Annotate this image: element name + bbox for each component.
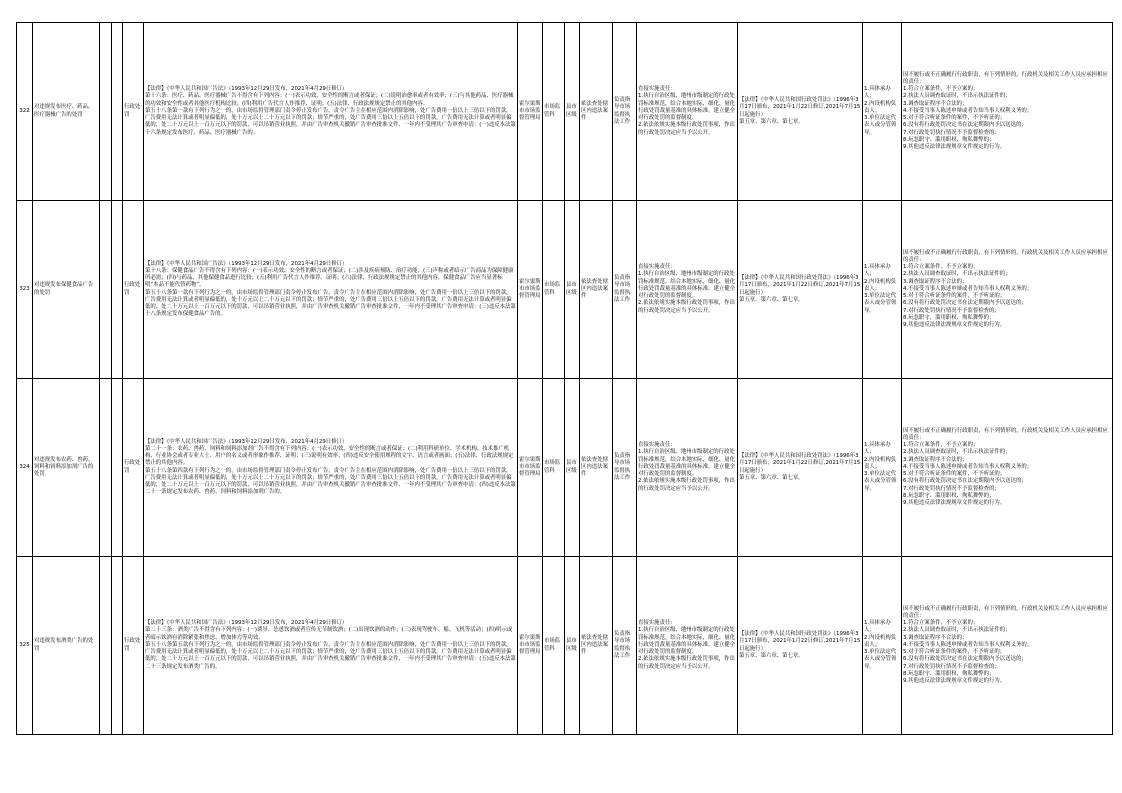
responsibility-line: 2.依法依规实施本级行政处罚事项，作出的行政处罚决定应当予以公开。: [638, 478, 735, 492]
item-number: 325: [17, 557, 33, 735]
duty-line: 5.对于符合听证条件的案件，不予听证的；: [903, 649, 1006, 656]
basis-line: 第十六条：医疗、药品、医疗器械广告不得含有下列内容：(一)表示功效、安全性的断言或者保证；(二)说明治愈率或者有效率；(三)与其他药品、医疗器械的功效和安全性或者其他医疗机构比较；(四)利用广告代言人作推荐、证明；(五)法律、行政法规规定禁止的其他内容。: [145, 93, 514, 107]
duty-line: 2.执法人员调查取证时，不出示执法证件的；: [903, 271, 1011, 278]
duty-line: 2.执法人员调查取证时，不出示执法证件的；: [903, 93, 1011, 100]
duty-line: 1.符合立案条件，不予立案的；: [903, 86, 979, 93]
implementer-code: [112, 201, 123, 379]
duty-line: 因不履行或不正确履行行政职责，有下列情形的，行政机关及相关工作人员应承担相应的责任：: [903, 71, 1108, 86]
sub-item: [100, 201, 112, 379]
duty-line: 3.调查取证程序不合法的；: [903, 634, 968, 641]
enforcement-scope: 依法查处辖区内违法案件: [580, 557, 613, 735]
administrative-level: 县市区级: [565, 379, 580, 557]
duty-line: 3.调查取证程序不合法的；: [903, 278, 968, 285]
implementing-agency: 霍尔果斯市市场监督管理局: [518, 379, 543, 557]
implementing-agency: 霍尔果斯市市场监督管理局: [518, 23, 543, 201]
duty-line: 6.没有将行政处罚决定书在法定期限内予以送达的；: [903, 478, 1027, 485]
duty-line: 6.没有将行政处罚决定书在法定期限内予以送达的；: [903, 122, 1027, 129]
duty-line: 8.玩忽职守、滥用职权、徇私舞弊的；: [903, 492, 995, 499]
basis-line: 第十八条：保健食品广告不得含有下列内容：(一)表示功效、安全性的断言或者保证；(二)涉及疾病预防、治疗功能；(三)声称或者暗示广告商品为保障健康所必需；(四)与药品、其他保健食品进行比较；(五)利用广告代言人作推荐、证明；(六)法律、行政法规规定禁止的其他内容。保健食品广告应当显著标明“本品不能代替药物”。: [145, 267, 514, 289]
accountable-line: 1.具体承办人；: [864, 442, 891, 456]
enforcement-scope: 依法查处辖区内违法案件: [580, 201, 613, 379]
accountable-persons: [863, 379, 902, 557]
responsible-department: 市场监管科: [543, 557, 565, 735]
law-line: 第五章、第六章、第七章。: [739, 118, 804, 125]
responsibility-items: [637, 23, 738, 201]
implementing-agency: 霍尔果斯市市场监督管理局: [518, 557, 543, 735]
accountable-line: 3.单位法定代表人或分管领导。: [864, 293, 897, 314]
responsibility-line: 直接实施责任：: [638, 264, 676, 271]
responsibility-line: 1.执行自治区级、地州市级制定的行政处罚标准规范，结合本地实际，细化、量化行政处罚裁量基准的具体标准。建立健全对行政处罚的监督制度。: [638, 449, 736, 478]
accountable-line: 2.内设机构负责人；: [864, 100, 897, 114]
item-number: 322: [17, 23, 33, 201]
accountability-basis: [738, 379, 863, 557]
item-name: 对违规发布酒类广告的处罚: [33, 557, 100, 735]
responsible-unit-duty: 负责指导市场监督执法工作: [613, 557, 637, 735]
sub-item: [100, 23, 112, 201]
responsibility-line: 1.执行自治区级、地州市级制定的行政处罚标准规范，结合本地实际，细化、量化行政处罚裁量基准的具体标准。建立健全对行政处罚的监督制度。: [638, 93, 736, 122]
responsibility-line: 1.执行自治区级、地州市级制定的行政处罚标准规范，结合本地实际，细化、量化行政处罚裁量基准的具体标准。建立健全对行政处罚的监督制度。: [638, 627, 736, 656]
duty-line: 9.其他违反法律法规规章文件规定的行为。: [903, 499, 1006, 506]
sub-item: [100, 557, 112, 735]
accountability-cases: [902, 557, 1113, 735]
legal-basis: [144, 379, 518, 557]
basis-line: 【法律】《中华人民共和国广告法》（1993年12月29日发布，2021年4月29日修订）: [145, 438, 348, 445]
basis-line: 【法律】《中华人民共和国广告法》（1993年12月29日发布，2021年4月29日修订）: [145, 620, 348, 627]
duty-line: 8.玩忽职守、滥用职权、徇私舞弊的；: [903, 136, 995, 143]
table-row: [17, 379, 1113, 557]
basis-line: 【法律】《中华人民共和国广告法》（1993年12月29日发布，2021年4月29日修订）: [145, 86, 348, 93]
responsibility-list-table: [16, 22, 1113, 735]
power-category: 行政处罚: [123, 557, 144, 735]
accountability-cases: [902, 201, 1113, 379]
responsible-department: 市场监管科: [543, 201, 565, 379]
power-category: 行政处罚: [123, 201, 144, 379]
administrative-level: 县市区级: [565, 23, 580, 201]
accountable-line: 3.单位法定代表人或分管领导。: [864, 649, 897, 670]
item-number: 324: [17, 379, 33, 557]
duty-line: 8.玩忽职守、滥用职权、徇私舞弊的；: [903, 670, 995, 677]
responsibility-line: 直接实施责任：: [638, 620, 676, 627]
law-line: 【法律】《中华人民共和国行政处罚法》（1996年3月17日颁布，2021年1月22日修订,2021年7月15日起施行）: [739, 453, 861, 474]
responsible-department: 市场监管科: [543, 379, 565, 557]
basis-line: 第五十八条第一款有下列行为之一的，由市场监督管理部门责令停止发布广告，责令广告主在相应范围内消除影响，处广告费用一倍以上三倍以下的罚款，广告费用无法计算或者明显偏低的，处十万元以上二十万元以下的罚款；情节严重的，处广告费用三倍以上五倍以下的罚款，广告费用无法计算或者明显偏低的，处二十万元以上一百万元以下的罚款，可以吊销营业执照，并由广告审查机关撤销广告审查批准文件、一年内不受理其广告审查申请：(一)违反本法第十六条规定发布医疗、药品、医疗器械广告的。: [145, 107, 516, 136]
responsibility-line: 1.执行自治区级、地州市级制定的行政处罚标准规范，结合本地实际，细化、量化行政处罚裁量基准的具体标准。建立健全对行政处罚的监督制度。: [638, 271, 736, 300]
table-row: [17, 557, 1113, 735]
basis-line: 第五十八条第一款有下列行为之一的，由市场监督管理部门责令停止发布广告，责令广告主在相应范围内消除影响，处广告费用一倍以上三倍以下的罚款，广告费用无法计算或者明显偏低的，处十万元以上二十万元以下的罚款；情节严重的，处广告费用三倍以上五倍以下的罚款，广告费用无法计算或者明显偏低的，处二十万元以上一百万元以下的罚款，可以吊销营业执照，并由广告审查机关撤销广告审查批准文件、一年内不受理其广告审查申请：(三)违反本法第十八条规定发布保健食品广告的。: [145, 289, 516, 318]
responsibility-items: [637, 201, 738, 379]
enforcement-scope: 依法查处辖区内违法案件: [580, 379, 613, 557]
accountable-line: 3.单位法定代表人或分管领导。: [864, 115, 897, 136]
duty-line: 1.符合立案条件，不予立案的；: [903, 442, 979, 449]
implementer-code: [112, 557, 123, 735]
duty-line: 4.不接受当事人陈述申辩或者告知当事人权利义务的；: [903, 107, 1033, 114]
basis-line: 【法律】《中华人民共和国广告法》（1993年12月29日发布，2021年4月29日修订）: [145, 260, 348, 267]
duty-line: 8.玩忽职守、滥用职权、徇私舞弊的；: [903, 314, 995, 321]
responsibility-line: 2.依法依规实施本级行政处罚事项，作出的行政处罚决定应当予以公开。: [638, 656, 735, 670]
duty-line: 因不履行或不正确履行行政职责，有下列情形的，行政机关及相关工作人员应承担相应的责任：: [903, 427, 1108, 442]
duty-line: 1.符合立案条件，不予立案的；: [903, 264, 979, 271]
power-category: 行政处罚: [123, 23, 144, 201]
responsibility-line: 直接实施责任：: [638, 442, 676, 449]
accountable-line: 2.内设机构负责人；: [864, 278, 897, 292]
accountable-line: 1.具体承办人；: [864, 264, 891, 278]
duty-line: 因不履行或不正确履行行政职责，有下列情形的，行政机关及相关工作人员应承担相应的责任：: [903, 605, 1108, 620]
duty-line: 3.调查取证程序不合法的；: [903, 456, 968, 463]
duty-line: 6.没有将行政处罚决定书在法定期限内予以送达的；: [903, 656, 1027, 663]
duty-line: 5.对于符合听证条件的案件，不予听证的；: [903, 115, 1006, 122]
duty-line: 5.对于符合听证条件的案件，不予听证的；: [903, 293, 1006, 300]
basis-line: 第二十三条：酒类广告不得含有下列内容：(一)诱导、怂恿饮酒或者宣传无节制饮酒；(二)出现饮酒的动作；(三)表现驾驶车、船、飞机等活动；(四)明示或者暗示饮酒有消除紧张和焦虑、增加体力等功效。: [145, 627, 513, 641]
responsibility-line: 2.依法依规实施本级行政处罚事项，作出的行政处罚决定应当予以公开。: [638, 122, 735, 136]
accountable-line: 3.单位法定代表人或分管领导。: [864, 471, 897, 492]
duty-line: 2.执法人员调查取证时，不出示执法证件的；: [903, 627, 1011, 634]
power-category: 行政处罚: [123, 379, 144, 557]
enforcement-scope: 依法查处辖区内违法案件: [580, 23, 613, 201]
legal-basis: [144, 557, 518, 735]
duty-line: 3.调查取证程序不合法的；: [903, 100, 968, 107]
accountable-line: 1.具体承办人；: [864, 620, 891, 634]
accountable-persons: [863, 23, 902, 201]
basis-line: 第五十八条第五款有下列行为之一的，由市场监督管理部门责令停止发布广告，责令广告主在相应范围内消除影响，处广告费用一倍以上三倍以下的罚款，广告费用无法计算或者明显偏低的，处十万元以上二十万元以下的罚款；情节严重的，处广告费用三倍以上五倍以下的罚款，广告费用无法计算或者明显偏低的，处二十万元以上一百万元以下的罚款，可以吊销营业执照，并由广告审查机关撤销广告审查批准文件、一年内不受理其广告审查申请：(五)违反本法第二十三条规定发布酒类广告的。: [145, 641, 516, 670]
implementer-code: [112, 379, 123, 557]
duty-line: 7.对行政处罚执行情况不予监督检查的；: [903, 307, 1000, 314]
implementer-code: [112, 23, 123, 201]
law-line: 第五章、第六章、第七章。: [739, 474, 804, 481]
item-name: 对违规发布医疗、药品、医疗器械广告的处罚: [33, 23, 100, 201]
accountable-line: 1.具体承办人；: [864, 86, 891, 100]
duty-line: 9.其他违反法律法规规章文件规定的行为。: [903, 677, 1006, 684]
accountable-line: 2.内设机构负责人；: [864, 456, 897, 470]
law-line: 第五章、第六章、第七章。: [739, 296, 804, 303]
accountability-cases: [902, 23, 1113, 201]
responsible-department: 市场监管科: [543, 23, 565, 201]
accountability-basis: [738, 201, 863, 379]
duty-line: 7.对行政处罚执行情况不予监督检查的；: [903, 663, 1000, 670]
sub-item: [100, 379, 112, 557]
legal-basis: [144, 201, 518, 379]
duty-line: 4.不接受当事人陈述申辩或者告知当事人权利义务的；: [903, 463, 1033, 470]
law-line: 【法律】《中华人民共和国行政处罚法》（1996年3月17日颁布，2021年1月22日修订,2021年7月15日起施行）: [739, 631, 861, 652]
duty-line: 9.其他违反法律法规规章文件规定的行为。: [903, 143, 1006, 150]
basis-line: 第五十八条第四款有下列行为之一的，由市场监督管理部门责令停止发布广告，责令广告主在相应范围内消除影响，处广告费用一倍以上三倍以下的罚款，广告费用无法计算或者明显偏低的，处十万元以上二十万元以下的罚款；情节严重的，处广告费用三倍以上五倍以下的罚款，广告费用无法计算或者明显偏低的，处二十万元以上一百万元以下的罚款，可以吊销营业执照，并由广告审查机关撤销广告审查批准文件、一年内不受理其广告审查申请：(四)违反本法第二十一条规定发布农药、兽药、饲料和饲料添加剂广告的。: [145, 467, 516, 496]
responsible-unit-duty: 负责指导市场监督执法工作: [613, 201, 637, 379]
table-row: [17, 201, 1113, 379]
table-row: [17, 23, 1113, 201]
duty-line: 2.执法人员调查取证时，不出示执法证件的；: [903, 449, 1011, 456]
law-line: 【法律】《中华人民共和国行政处罚法》（1996年3月17日颁布，2021年1月22日修订,2021年7月15日起施行）: [739, 97, 861, 118]
accountability-basis: [738, 557, 863, 735]
duty-line: 5.对于符合听证条件的案件，不予听证的；: [903, 471, 1006, 478]
duty-line: 4.不接受当事人陈述申辩或者告知当事人权利义务的；: [903, 285, 1033, 292]
responsible-unit-duty: 负责指导市场监督执法工作: [613, 23, 637, 201]
accountability-basis: [738, 23, 863, 201]
accountable-persons: [863, 557, 902, 735]
administrative-level: 县市区级: [565, 201, 580, 379]
duty-line: 4.不接受当事人陈述申辩或者告知当事人权利义务的；: [903, 641, 1033, 648]
implementing-agency: 霍尔果斯市市场监督管理局: [518, 201, 543, 379]
responsibility-items: [637, 557, 738, 735]
accountable-line: 2.内设机构负责人；: [864, 634, 897, 648]
responsibility-line: 2.依法依规实施本级行政处罚事项，作出的行政处罚决定应当予以公开。: [638, 300, 735, 314]
law-line: 【法律】《中华人民共和国行政处罚法》（1996年3月17日颁布，2021年1月22日修订,2021年7月15日起施行）: [739, 275, 861, 296]
item-name: 对违规发布保健食品广告的处罚: [33, 201, 100, 379]
item-number: 323: [17, 201, 33, 379]
duty-line: 因不履行或不正确履行行政职责，有下列情形的，行政机关及相关工作人员应承担相应的责任：: [903, 249, 1108, 264]
accountable-persons: [863, 201, 902, 379]
responsible-unit-duty: 负责指导市场监督执法工作: [613, 379, 637, 557]
duty-line: 1.符合立案条件，不予立案的；: [903, 620, 979, 627]
law-line: 第五章、第六章、第七章。: [739, 652, 804, 659]
accountability-cases: [902, 379, 1113, 557]
responsibility-items: [637, 379, 738, 557]
duty-line: 6.没有将行政处罚决定书在法定期限内予以送达的；: [903, 300, 1027, 307]
duty-line: 7.对行政处罚执行情况不予监督检查的；: [903, 129, 1000, 136]
administrative-level: 县市区级: [565, 557, 580, 735]
basis-line: 第二十一条：农药、兽药、饲料和饲料添加剂广告不得含有下列内容：(一)表示功效、安全性的断言或者保证；(二)利用科研单位、学术机构、技术推广机构、行业协会或者专业人士、用户的名义或者形象作推荐、证明；(三)说明有效率；(四)违反安全使用规程的文字、语言或者画面；(五)法律、行政法规规定禁止的其他内容。: [145, 445, 514, 467]
duty-line: 7.对行政处罚执行情况不予监督检查的；: [903, 485, 1000, 492]
legal-basis: [144, 23, 518, 201]
responsibility-line: 直接实施责任：: [638, 86, 676, 93]
duty-line: 9.其他违反法律法规规章文件规定的行为。: [903, 321, 1006, 328]
item-name: 对违规发布农药、兽药、饲料和饲料添加剂广告的处罚: [33, 379, 100, 557]
